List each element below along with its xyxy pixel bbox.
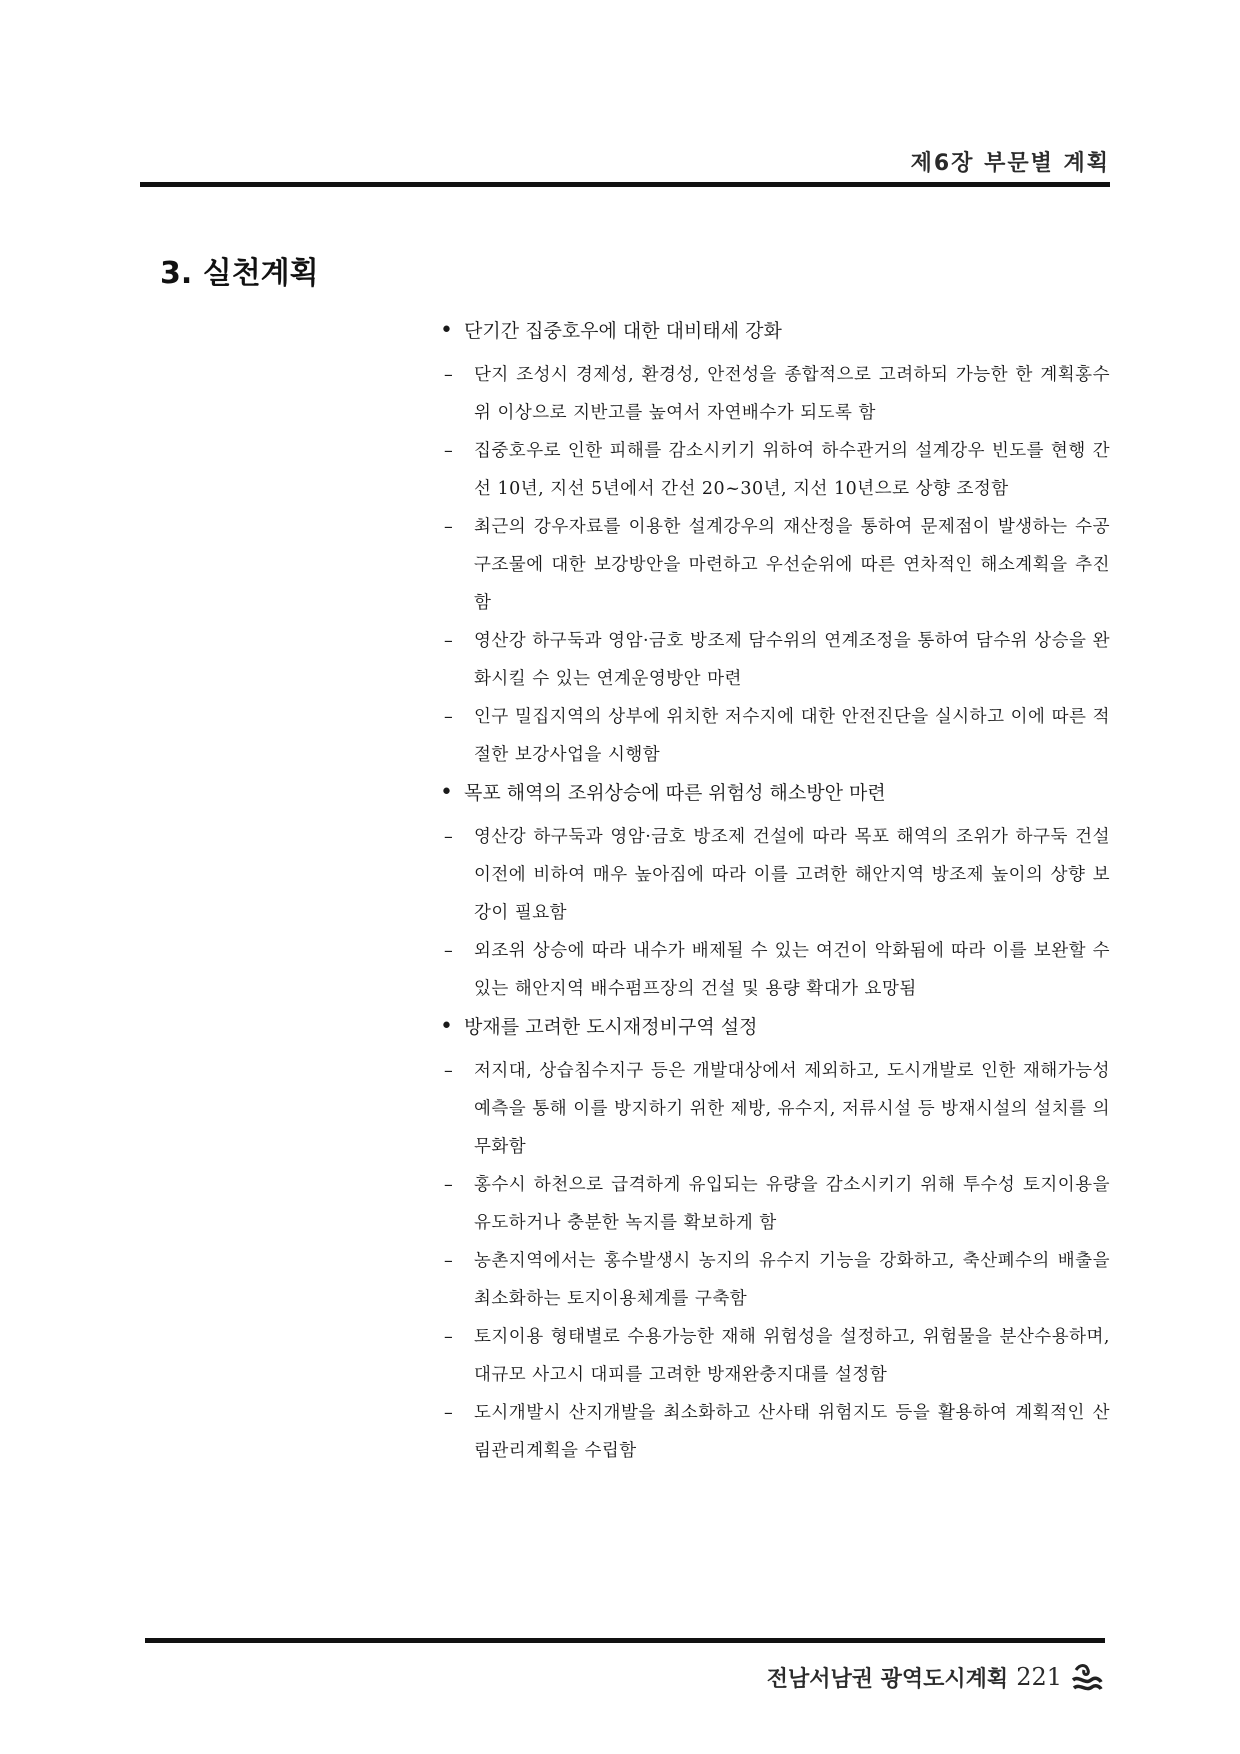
section-title: 3. 실천계획 xyxy=(160,256,319,291)
content-body xyxy=(440,312,1110,1470)
list-item-text: 최근의 강우자료를 이용한 설계강우의 재산정을 통하여 문제점이 발생하는 수공구조물에 대한 보강방안을 마련하고 우선순위에 따른 연차적인 해소계획을 추진함 xyxy=(474,517,1110,613)
page-number: 221 xyxy=(1016,1663,1062,1691)
list-item-text: 저지대, 상습침수지구 등은 개발대상에서 제외하고, 도시개발로 인한 재해가능성 예측을 통해 이를 방지하기 위한 제방, 유수지, 저류시설 등 방재시설의 설치를 의무화함 xyxy=(474,1061,1110,1157)
dash-icon: – xyxy=(444,1327,454,1347)
list-item-text: 도시개발시 산지개발을 최소화하고 산사태 위험지도 등을 활용하여 계획적인 산림관리계획을 수립함 xyxy=(474,1403,1110,1461)
page-footer xyxy=(767,1660,1104,1694)
list-item xyxy=(440,1242,1110,1318)
list-item xyxy=(440,1318,1110,1394)
list-item-text: 인구 밀집지역의 상부에 위치한 저수지에 대한 안전진단을 실시하고 이에 따른 적절한 보강사업을 시행함 xyxy=(474,707,1110,765)
bullet-text: 단기간 집중호우에 대한 대비태세 강화 xyxy=(464,320,782,342)
footer-title: 전남서남권 광역도시계획 xyxy=(766,1665,1009,1692)
dash-icon: – xyxy=(444,631,454,651)
dash-icon: – xyxy=(444,1061,454,1081)
dash-icon: – xyxy=(444,365,454,385)
bullet-icon: • xyxy=(440,780,453,805)
dash-icon: – xyxy=(444,441,454,461)
dash-icon: – xyxy=(444,1175,454,1195)
header-rule xyxy=(140,182,1110,187)
list-item-text: 외조위 상승에 따라 내수가 배제될 수 있는 여건이 악화됨에 따라 이를 보완할 수 있는 해안지역 배수펌프장의 건설 및 용량 확대가 요망됨 xyxy=(474,941,1110,999)
list-item xyxy=(440,622,1110,698)
list-item xyxy=(440,432,1110,508)
list-item-text: 단지 조성시 경제성, 환경성, 안전성을 종합적으로 고려하되 가능한 한 계획홍수위 이상으로 지반고를 높여서 자연배수가 되도록 함 xyxy=(474,365,1110,423)
list-item xyxy=(440,818,1110,932)
bullet-heading xyxy=(440,1008,1110,1046)
dash-icon: – xyxy=(444,1403,454,1423)
list-item xyxy=(440,356,1110,432)
list-item-text: 토지이용 형태별로 수용가능한 재해 위험성을 설정하고, 위험물을 분산수용하며, 대규모 사고시 대피를 고려한 방재완충지대를 설정함 xyxy=(474,1327,1110,1385)
list-item xyxy=(440,932,1110,1008)
wave-logo-icon xyxy=(1070,1660,1104,1694)
list-item-text: 홍수시 하천으로 급격하게 유입되는 유량을 감소시키기 위해 투수성 토지이용을 유도하거나 충분한 녹지를 확보하게 함 xyxy=(474,1175,1110,1233)
list-item xyxy=(440,1052,1110,1166)
list-item xyxy=(440,1394,1110,1470)
chapter-header: 제6장 부문별 계획 xyxy=(910,151,1110,176)
list-item-text: 농촌지역에서는 홍수발생시 농지의 유수지 기능을 강화하고, 축산폐수의 배출을 최소화하는 토지이용체계를 구축함 xyxy=(474,1251,1110,1309)
list-item-text: 집중호우로 인한 피해를 감소시키기 위하여 하수관거의 설계강우 빈도를 현행 간선 10년, 지선 5년에서 간선 20~30년, 지선 10년으로 상향 조정함 xyxy=(474,441,1110,499)
dash-icon: – xyxy=(444,1251,454,1271)
bullet-icon: • xyxy=(440,318,453,343)
list-item-text: 영산강 하구둑과 영암·금호 방조제 담수위의 연계조정을 통하여 담수위 상승을 완화시킬 수 있는 연계운영방안 마련 xyxy=(474,631,1110,689)
bullet-heading xyxy=(440,312,1110,350)
dash-icon: – xyxy=(444,517,454,537)
bullet-text: 방재를 고려한 도시재정비구역 설정 xyxy=(464,1016,758,1038)
list-item-text: 영산강 하구둑과 영암·금호 방조제 건설에 따라 목포 해역의 조위가 하구둑 건설이전에 비하여 매우 높아짐에 따라 이를 고려한 해안지역 방조제 높이의 상향 보강이 필요함 xyxy=(474,827,1110,923)
bullet-text: 목포 해역의 조위상승에 따른 위험성 해소방안 마련 xyxy=(464,782,886,804)
dash-icon: – xyxy=(444,707,454,727)
dash-icon: – xyxy=(444,827,454,847)
list-item xyxy=(440,508,1110,622)
list-item xyxy=(440,1166,1110,1242)
dash-icon: – xyxy=(444,941,454,961)
bullet-icon: • xyxy=(440,1014,453,1039)
list-item xyxy=(440,698,1110,774)
bullet-heading xyxy=(440,774,1110,812)
footer-rule xyxy=(145,1638,1105,1643)
